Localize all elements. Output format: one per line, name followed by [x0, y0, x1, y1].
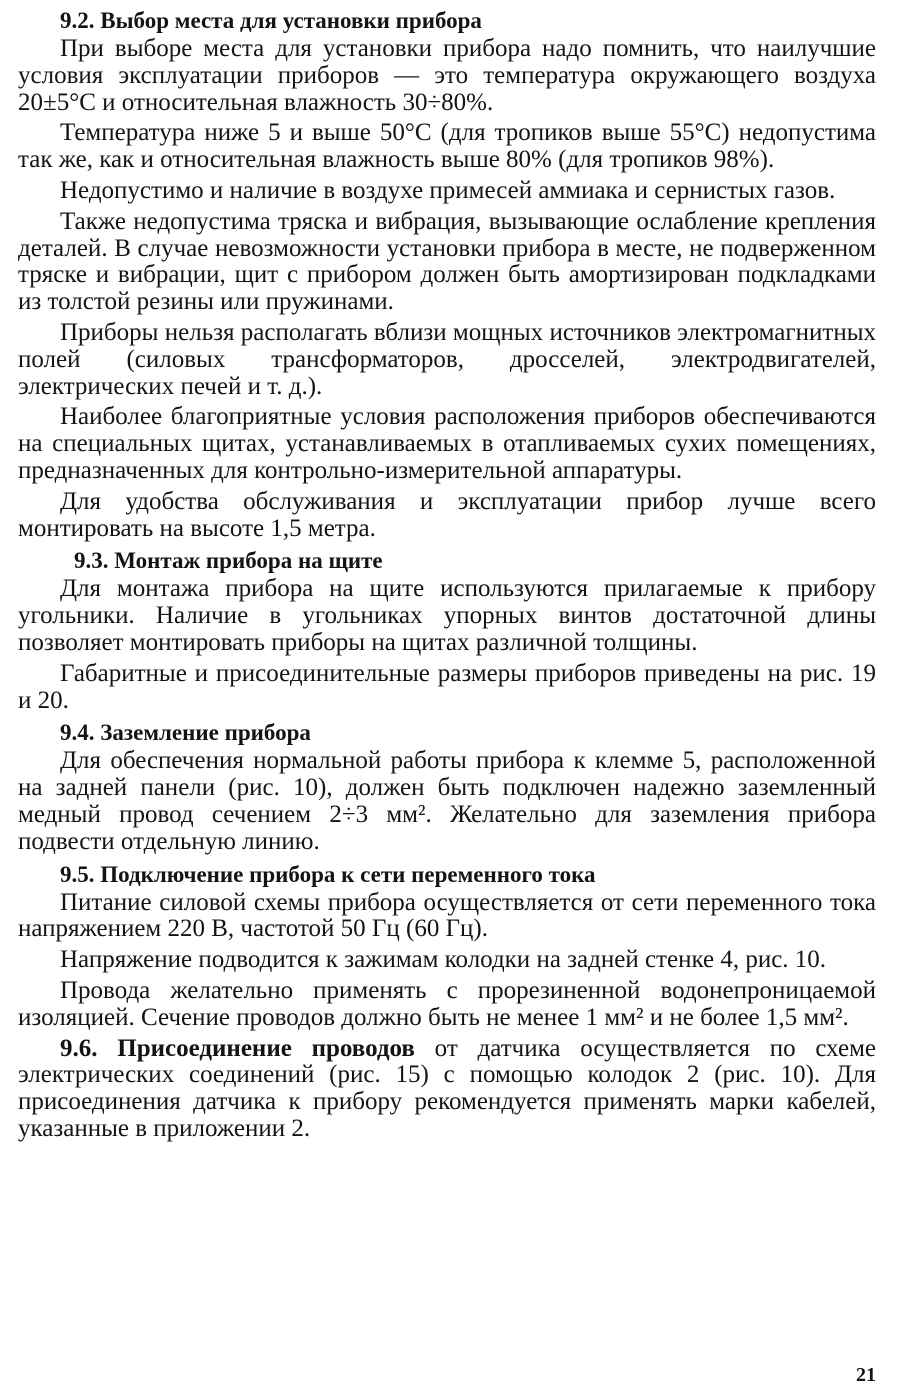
paragraph-9-6-text: от датчика осуществляется по схеме электрических соединений (рис. 15) с помощью колодок 2 (рис. 10). Для присоединения датчика к прибору рекомендуется применять марки кабелей, указанные в приложении 2.	[18, 1034, 876, 1142]
paragraph: Наиболее благоприятные условия расположения приборов обеспечиваются на специальных щитах, устанавливаемых в отапливаемых сухих помещениях, предназначенных для контрольно-измерительной аппаратуры.	[18, 403, 876, 484]
paragraph: Также недопустима тряска и вибрация, вызывающие ослабление крепления деталей. В случае невозможности установки прибора в месте, не подверженном тряске и вибрации, щит с прибором должен быть амортизирован подкладками из толстой резины или пружинами.	[18, 207, 876, 316]
paragraph: Напряжение подводится к зажимам колодки на задней стенке 4, рис. 10.	[60, 946, 827, 974]
paragraph: При выборе места для установки прибора надо помнить, что наилучшие условия эксплуатации приборов — это температура окружающего воздуха 20±5°С и относительная влажность 30÷80%.	[18, 35, 876, 116]
document-page	[18, 6, 876, 1391]
paragraph: Для обеспечения нормальной работы прибора к клемме 5, расположенной на задней панели (рис. 10), должен быть подключен надежно заземленный медный провод сечением 2÷3 мм². Желательно для заземления прибора подвести отдельную линию.	[18, 747, 876, 855]
paragraph: Недопустимо и наличие в воздухе примесей аммиака и сернистых газов.	[60, 176, 836, 204]
heading-9-6: 9.6. Присоединение проводов	[60, 1034, 415, 1062]
paragraph-9-6	[18, 1036, 876, 1143]
paragraph: Провода желательно применять с прорезиненной водонепроницаемой изоляцией. Сечение проводов должно быть не менее 1 мм² и не более 1,5 мм².	[18, 976, 876, 1031]
heading-9-4: 9.4. Заземление прибора	[60, 720, 311, 746]
heading-9-5: 9.5. Подключение прибора к сети переменного тока	[60, 861, 596, 887]
paragraph: Приборы нельзя располагать вблизи мощных источников электромагнитных полей (силовых трансформаторов, дросселей, электродвигателей, электрических печей и т. д.).	[18, 318, 876, 400]
paragraph: Температура ниже 5 и выше 50°С (для тропиков выше 55°С) недопустима так же, как и относительная влажность выше 80% (для тропиков 98%).	[18, 119, 876, 174]
page-number: 21	[856, 1364, 876, 1386]
heading-9-2: 9.2. Выбор места для установки прибора	[60, 8, 482, 33]
paragraph: Питание силовой схемы прибора осуществляется от сети переменного тока напряжением 220 В, частотой 50 Гц (60 Гц).	[18, 888, 876, 943]
paragraph: Для монтажа прибора на щите используются прилагаемые к прибору угольники. Наличие в угольниках упорных винтов достаточной длины позволяет монтировать приборы на щитах различной толщины.	[18, 575, 876, 656]
paragraph: Габаритные и присоединительные размеры приборов приведены на рис. 19 и 20.	[18, 659, 876, 714]
heading-9-3: 9.3. Монтаж прибора на щите	[74, 548, 383, 574]
paragraph: Для удобства обслуживания и эксплуатации прибор лучше всего монтировать на высоте 1,5 метра.	[18, 487, 876, 542]
